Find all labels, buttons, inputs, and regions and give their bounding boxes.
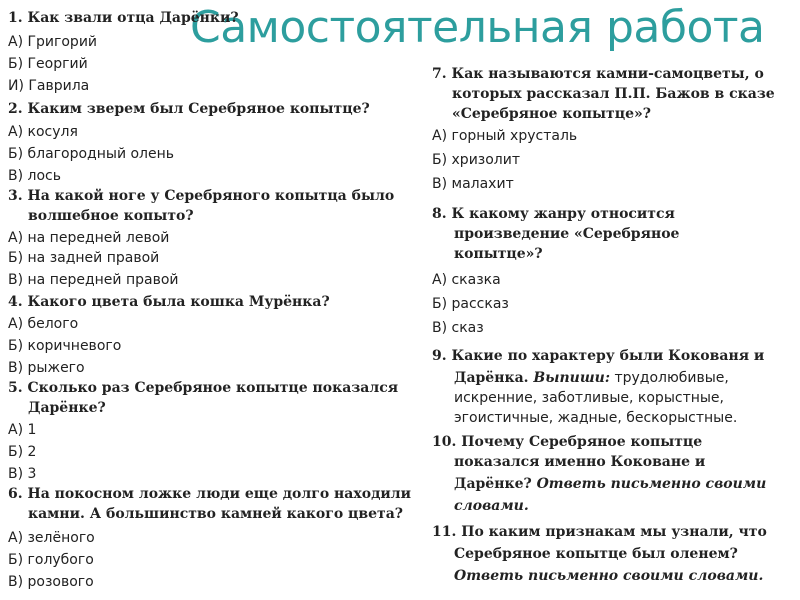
question-text: 1. Как звали отца Дарёнки? <box>8 10 239 26</box>
answer-option: Б) 2 <box>8 444 37 460</box>
question-text: камни. А большинство камней какого цвета? <box>28 506 403 522</box>
right-text-line <box>454 368 729 388</box>
question-text: Дарёнке? <box>28 400 106 416</box>
question-text: 11. По каким признакам мы узнали, что <box>432 524 767 540</box>
question-text: 9. Какие по характеру были Кокованя и <box>432 348 765 364</box>
question-text: Серебряное копытце был оленем? <box>454 546 738 562</box>
answer-option: В) сказ <box>432 320 484 336</box>
right-text-line <box>454 566 763 586</box>
question-text: которых рассказал П.П. Бажов в сказе <box>452 86 775 102</box>
answer-option: А) Григорий <box>8 34 98 50</box>
question-text: 4. Какого цвета была кошка Мурёнка? <box>8 294 330 310</box>
instruction-text: Выпиши: <box>533 370 611 386</box>
answer-option: Б) Георгий <box>8 56 88 72</box>
answer-option: А) белого <box>8 316 79 332</box>
question-text: 5. Сколько раз Серебряное копытце показался <box>8 380 399 396</box>
question-text: показался именно Коковане и <box>454 454 706 470</box>
question-text: «Серебряное копытце»? <box>452 106 651 122</box>
answer-option: Б) голубого <box>8 552 94 568</box>
instruction-text: Ответь письменно своими словами. <box>454 568 764 584</box>
answer-option: И) Гаврила <box>8 78 90 94</box>
question-text: волшебное копыто? <box>28 208 194 224</box>
answer-option: В) малахит <box>432 176 514 192</box>
question-text: копытце»? <box>454 246 543 262</box>
question-text: 2. Каким зверем был Серебряное копытце? <box>8 101 370 117</box>
question-text: 8. К какому жанру относится <box>432 206 675 222</box>
instruction-text: Ответь письменно своими <box>536 476 767 492</box>
answer-option: Б) коричневого <box>8 338 122 354</box>
answer-option: В) лось <box>8 168 61 184</box>
answer-option: А) сказка <box>432 272 501 288</box>
instruction-text: словами. <box>454 498 529 514</box>
answer-option: В) 3 <box>8 466 37 482</box>
answer-option: А) 1 <box>8 422 37 438</box>
line-segment: трудолюбивые, <box>610 370 729 386</box>
answer-option: Б) благородный олень <box>8 146 175 162</box>
line-segment: Дарёнке? <box>454 476 537 492</box>
answer-option: А) косуля <box>8 124 78 140</box>
answer-option: эгоистичные, жадные, бескорыстные. <box>454 410 738 426</box>
question-text: 10. Почему Серебряное копытце <box>432 434 703 450</box>
answer-option: В) розового <box>8 574 94 590</box>
answer-option: В) на передней правой <box>8 272 179 288</box>
answer-option: А) на передней левой <box>8 230 170 246</box>
slide-title: Самостоятельная работа <box>190 2 765 53</box>
right-text-line <box>454 474 766 494</box>
answer-option: В) рыжего <box>8 360 85 376</box>
answer-option: искренние, заботливые, корыстные, <box>454 390 724 406</box>
answer-option: Б) рассказ <box>432 296 509 312</box>
question-text: произведение «Серебряное <box>454 226 680 242</box>
answer-option: А) горный хрусталь <box>432 128 578 144</box>
answer-option: Б) хризолит <box>432 152 520 168</box>
right-text-line <box>454 496 529 516</box>
answer-option: Б) на задней правой <box>8 250 160 266</box>
question-text: 7. Как называются камни-самоцветы, о <box>432 66 764 82</box>
answer-option: А) зелёного <box>8 530 95 546</box>
question-text: 6. На покосном ложке люди еще долго находили <box>8 486 412 502</box>
line-segment: Дарёнка. <box>454 370 534 386</box>
question-text: 3. На какой ноге у Серебряного копытца было <box>8 188 395 204</box>
